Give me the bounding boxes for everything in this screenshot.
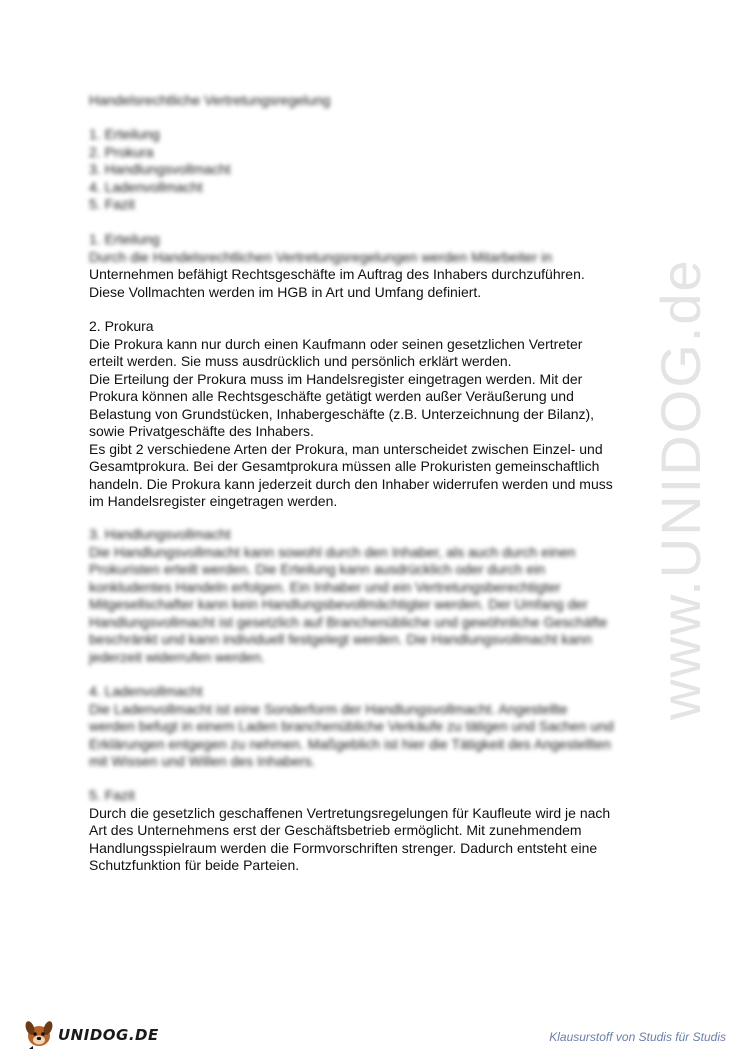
toc-item: 2. Prokura	[89, 143, 154, 160]
paragraph-line: Handlungsvollmacht ist gesetzlich auf Branchenübliche und gewöhnliche Geschäfte	[89, 613, 608, 630]
paragraph-line: Diese Vollmachten werden im HGB in Art und Umfang definiert.	[89, 283, 482, 300]
toc-item: 4. Ladenvollmacht	[89, 178, 203, 195]
paragraph-line: Prokuristen erteilt werden. Die Erteilung kann ausdrücklich oder durch ein	[89, 561, 546, 577]
document-title: Handelsrechtliche Vertretungsregelung	[89, 92, 331, 108]
paragraph-line: Die Handlungsvollmacht kann sowohl durch den Inhaber, als auch durch einen	[89, 543, 576, 560]
section-ladenvollmacht	[89, 683, 669, 771]
paragraph-line: Art des Unternehmens erst der Geschäftsbetrieb ermöglicht. Mit zunehmendem	[89, 822, 582, 838]
paragraph-line: Durch die Handelsrechtlichen Vertretungsregelungen werden Mitarbeiter in	[89, 248, 553, 265]
logo-text: UNIDOG.DE	[58, 1026, 159, 1044]
paragraph-line: Belastung von Grundstücken, Inhabergeschäfte (z.B. Unterzeichnung der Bilanz),	[89, 405, 595, 422]
paragraph-line: Handlungsspielraum werden die Formvorschriften strenger. Dadurch entsteht eine	[89, 839, 598, 856]
watermark: www.UNIDOG.de	[649, 258, 712, 720]
paragraph-line: Durch die gesetzlich geschaffenen Vertretungsregelungen für Kaufleute wird je nach	[89, 804, 611, 821]
paragraph-line: Schutzfunktion für beide Parteien.	[89, 857, 300, 873]
section-handlungsvollmacht	[89, 526, 669, 666]
paragraph-line: Die Prokura kann nur durch einen Kaufmann oder seinen gesetzlichen Vertreter	[89, 335, 583, 352]
section-fazit	[89, 787, 669, 875]
paragraph-line: Die Erteilung der Prokura muss im Handelsregister eingetragen werden. Mit der	[89, 370, 583, 387]
toc-item: 3. Handlungsvollmacht	[89, 161, 231, 177]
toc-item: 1. Erteilung	[89, 126, 160, 142]
paragraph-line: sowie Privatgeschäfte des Inhabers.	[89, 423, 314, 439]
paragraph-line: Es gibt 2 verschiedene Arten der Prokura, man unterscheidet zwischen Einzel- und	[89, 440, 603, 457]
paragraph-line: beschränkt und kann individuell festgelegt werden. Die Handlungsvollmacht kann	[89, 631, 592, 647]
paragraph-line: im Handelsregister eingetragen werden.	[89, 493, 338, 509]
dog-mascot-icon	[22, 1016, 56, 1055]
toc-item: 5. Fazit	[89, 196, 135, 212]
paragraph-line: Gesamtprokura. Bei der Gesamtprokura müssen alle Prokuristen gemeinschaftlich	[89, 458, 600, 474]
paragraph-line: Prokura können alle Rechtsgeschäfte getätigt werden außer Veräußerung und	[89, 388, 574, 404]
section-heading: 5. Fazit	[89, 787, 135, 803]
footer-tagline: Klausurstoff von Studis für Studis	[549, 1030, 726, 1044]
section-heading: 1. Erteilung	[89, 231, 160, 247]
paragraph-line: erteilt werden. Sie muss ausdrücklich und persönlich erklärt werden.	[89, 353, 512, 369]
section-heading: 3. Handlungsvollmacht	[89, 526, 231, 542]
paragraph-line: Erklärungen entgegen zu nehmen. Maßgeblich ist hier die Tätigkeit des Angestellten	[89, 735, 611, 752]
paragraph-line: Die Ladenvollmacht ist eine Sonderform der Handlungsvollmacht. Angestellte	[89, 700, 568, 717]
paragraph-line: konkludentes Handeln erfolgen. Ein Inhaber und ein Vertretungsberechtigter	[89, 578, 561, 595]
paragraph-line: Mitgesellschafter kann kein Handlungsbevollmächtigter werden. Der Umfang der	[89, 596, 588, 612]
paragraph-line: Unternehmen befähigt Rechtsgeschäfte im Auftrag des Inhabers durchzuführen.	[89, 266, 585, 282]
section-heading: 4. Ladenvollmacht	[89, 683, 203, 699]
paragraph-line: jederzeit widerrufen werden.	[89, 648, 265, 665]
paragraph-line: werden befugt in einem Laden branchenübliche Verkäufe zu tätigen und Sachen und	[89, 718, 614, 734]
section-prokura	[89, 318, 669, 511]
section-heading: 2. Prokura	[89, 318, 154, 334]
unidog-logo	[22, 1018, 159, 1052]
paragraph-line: handeln. Die Prokura kann jederzeit durch den Inhaber widerrufen werden und muss	[89, 475, 613, 492]
paragraph-line: mit Wissen und Willen des Inhabers.	[89, 753, 316, 769]
table-of-contents	[89, 126, 231, 214]
section-erteilung	[89, 231, 669, 301]
